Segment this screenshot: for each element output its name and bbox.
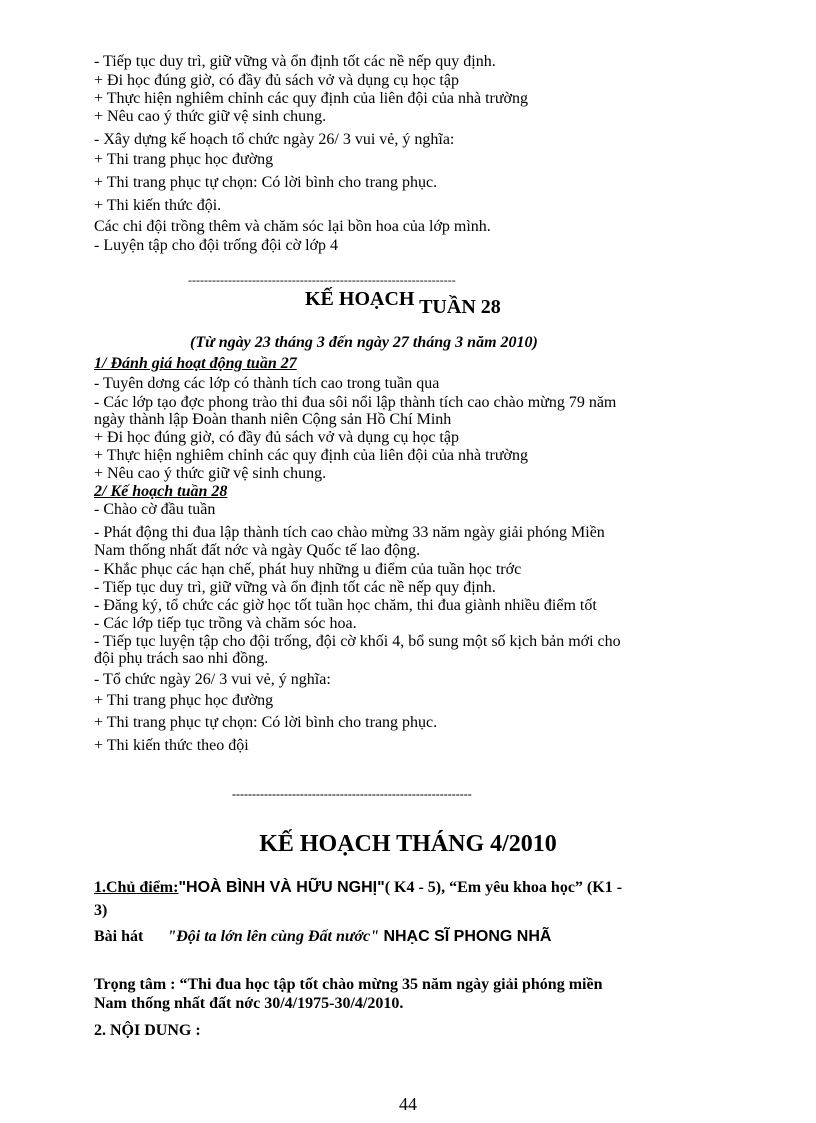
text-line: + Thực hiện nghiêm chỉnh các quy định của liên đội của nhà trường (94, 447, 528, 464)
text-line: + Đi học đúng giờ, có đầy đủ sách vở và dụng cụ học tập (94, 72, 459, 89)
text-line: + Thi kiến thức theo đội (94, 737, 249, 754)
text-line: - Tiếp tục duy trì, giữ vững và ổn định tốt các nề nếp quy định. (94, 579, 496, 596)
text-line: - Các lớp tiếp tục trồng và chăm sóc hoa. (94, 615, 357, 632)
text-line: đội phụ trách sao nhi đồng. (94, 650, 269, 667)
text-line: - Luyện tập cho đội trống đội cờ lớp 4 (94, 237, 338, 254)
text-line: + Nêu cao ý thức giữ vệ sinh chung. (94, 465, 327, 482)
text-line: ngày thành lập Đoàn thanh niên Cộng sản Hồ Chí Minh (94, 411, 452, 428)
text-line: + Đi học đúng giờ, có đầy đủ sách vở và dụng cụ học tập (94, 429, 459, 446)
text-line: - Phát động thi đua lập thành tích cao chào mừng 33 năm ngày giải phóng Miền (94, 524, 605, 541)
week-dates: (Từ ngày 23 tháng 3 đến ngày 27 tháng 3 năm 2010) (190, 334, 538, 351)
section-heading-plan: 2/ Kế hoạch tuần 28 (94, 483, 228, 500)
text-line: - Khắc phục các hạn chế, phát huy những u điểm của tuần học trớc (94, 561, 522, 578)
focus-line: Nam thống nhất đất nớc 30/4/1975-30/4/2010. (94, 995, 404, 1012)
separator: ------------------------------------------------------------------- (188, 273, 456, 287)
text-line: + Nêu cao ý thức giữ vệ sinh chung. (94, 108, 327, 125)
text-line: + Thực hiện nghiêm chỉnh các quy định của liên đội của nhà trường (94, 90, 528, 107)
text-line: - Chào cờ đầu tuần (94, 501, 216, 518)
text-line: - Tuyên dơng các lớp có thành tích cao trong tuần qua (94, 375, 440, 392)
text-line: - Tiếp tục duy trì, giữ vững và ổn định tốt các nề nếp quy định. (94, 53, 496, 70)
text-line: + Thi trang phục học đường (94, 151, 274, 168)
text-line: + Thi trang phục tự chọn: Có lời bình cho trang phục. (94, 714, 438, 731)
text-line: Nam thống nhất đất nớc và ngày Quốc tế lao động. (94, 542, 421, 559)
separator: ------------------------------------------------------------ (232, 787, 472, 801)
text-line: + Thi trang phục tự chọn: Có lời bình cho trang phục. (94, 174, 438, 191)
content-heading: 2. NỘI DUNG : (94, 1022, 201, 1039)
text-line: - Tiếp tục luyện tập cho đội trống, đội cờ khối 4, bổ sung một số kịch bản mới cho (94, 633, 621, 650)
theme-line: 1.Chủ điểm:"HOÀ BÌNH VÀ HỮU NGHỊ"( K4 - 5), “Em yêu khoa học” (K1 - (94, 879, 623, 896)
page-number: 44 (399, 1094, 417, 1114)
text-line: - Tổ chức ngày 26/ 3 vui vẻ, ý nghĩa: (94, 671, 331, 688)
text-line: + Thi trang phục học đường (94, 692, 274, 709)
song-line: Bài hát "Đội ta lớn lên cùng Đất nước" NHẠC SĨ PHONG NHÃ (94, 928, 552, 945)
text-line: - Đăng ký, tổ chức các giờ học tốt tuần học chăm, thi đua giành nhiều điểm tốt (94, 597, 597, 614)
theme-line-continued: 3) (94, 902, 108, 919)
text-line: + Thi kiến thức đội. (94, 197, 222, 214)
focus-line: Trọng tâm : “Thi đua học tập tốt chào mừng 35 năm ngày giải phóng miền (94, 976, 603, 993)
text-line: Các chi đội trồng thêm và chăm sóc lại bồn hoa của lớp mình. (94, 218, 491, 235)
week-plan-title: KẾ HOẠCH TUẦN 28 (305, 288, 501, 318)
section-heading-evaluation: 1/ Đánh giá hoạt động tuần 27 (94, 355, 297, 372)
month-plan-title: KẾ HOẠCH THÁNG 4/2010 (259, 831, 557, 857)
text-line: - Các lớp tạo đợc phong trào thi đua sôi nổi lập thành tích cao chào mừng 79 năm (94, 394, 617, 411)
text-line: - Xây dựng kế hoạch tổ chức ngày 26/ 3 vui vẻ, ý nghĩa: (94, 131, 455, 148)
